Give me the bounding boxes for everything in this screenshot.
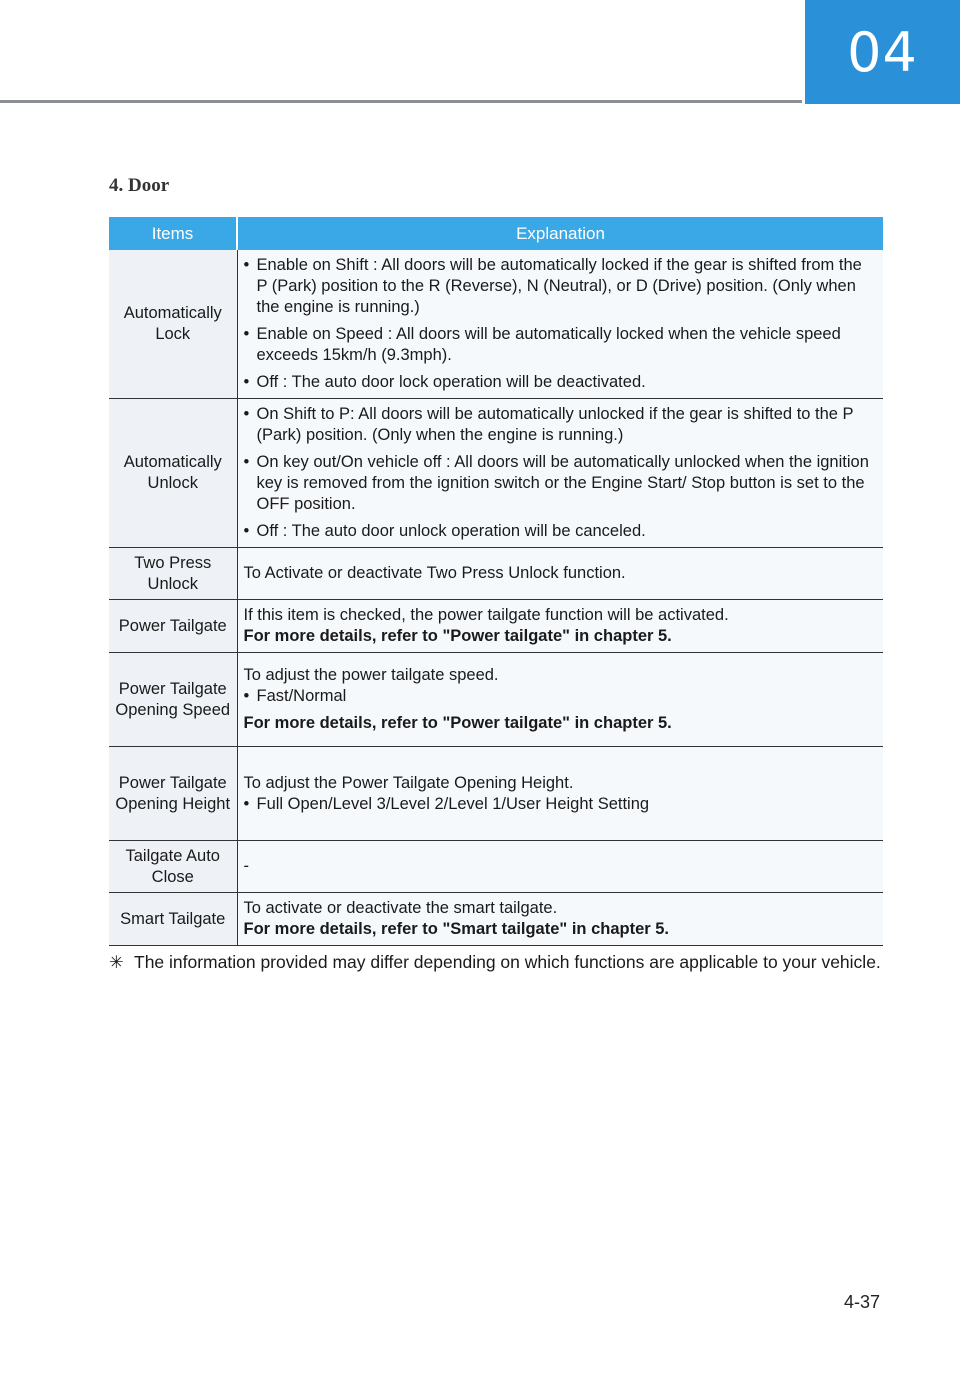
explanation-cell (237, 250, 883, 399)
explanation-cell (237, 600, 883, 653)
bullet-list (244, 404, 878, 542)
door-settings-table (109, 217, 883, 946)
chapter-number: 04 (847, 20, 918, 84)
explanation-text: To Activate or deactivate Two Press Unlock function. (243, 564, 626, 582)
item-cell: Tailgate Auto Close (109, 841, 237, 893)
item-cell: Power Tailgate Opening Height (109, 747, 237, 841)
table-row (109, 548, 883, 600)
explanation-text: To adjust the Power Tailgate Opening Height. (243, 773, 574, 792)
chapter-tab (805, 0, 960, 104)
list-item: • On Shift to P: All doors will be automatically unlocked if the gear is shifted to the P (Park) position. (Only when the engine is running.) (244, 404, 878, 446)
list-item: • On key out/On vehicle off : All doors will be automatically unlocked when the ignition key is removed from the ignition switch or the Engine Start/ Stop button is set to the OFF position. (244, 452, 878, 515)
list-item: • Off : The auto door lock operation will be deactivated. (244, 372, 878, 393)
header-rule (0, 100, 802, 103)
page-number: 4-37 (843, 1292, 880, 1312)
explanation-text: To activate or deactivate the smart tailgate. (243, 899, 558, 917)
explanation-cell (237, 399, 883, 548)
bullet-list (244, 686, 878, 707)
explanation-text: To adjust the power tailgate speed. (243, 666, 499, 684)
list-item: • Fast/Normal (244, 686, 878, 707)
explanation-cell (237, 893, 883, 946)
list-item: • Off : The auto door unlock operation will be canceled. (244, 521, 878, 542)
asterisk-icon: ✳ (109, 952, 124, 972)
bullet-list (244, 794, 878, 815)
list-item: • Enable on Speed : All doors will be automatically locked when the vehicle speed exceeds 15km/h (9.3mph). (244, 324, 878, 366)
item-cell: Automatically Lock (109, 250, 237, 399)
table-row (109, 841, 883, 893)
bullet-list (244, 255, 878, 393)
table-header-row (109, 217, 883, 250)
table-row (109, 600, 883, 653)
chapter-reference: For more details, refer to "Smart tailgate" in chapter 5. (243, 920, 670, 938)
item-cell: Smart Tailgate (109, 893, 237, 946)
explanation-cell (237, 548, 883, 600)
explanation-cell (237, 747, 883, 841)
item-cell: Automatically Unlock (109, 399, 237, 548)
footnote (109, 952, 883, 973)
item-cell: Two Press Unlock (109, 548, 237, 600)
list-item: • Enable on Shift : All doors will be automatically locked if the gear is shifted from the P (Park) position to the R (Reverse), N (Neutral), or D (Drive) position. (Only when the engine is running.) (244, 255, 878, 318)
column-header-explanation: Explanation (237, 217, 883, 250)
table-row (109, 747, 883, 841)
table-row (109, 653, 883, 747)
explanation-cell (237, 653, 883, 747)
list-item: • Full Open/Level 3/Level 2/Level 1/User Height Setting (244, 794, 878, 815)
section-title: 4. Door (109, 175, 170, 196)
column-header-items: Items (109, 217, 237, 250)
chapter-reference: For more details, refer to "Power tailgate" in chapter 5. (243, 714, 672, 732)
explanation-text: - (243, 857, 249, 875)
table-row (109, 893, 883, 946)
chapter-reference: For more details, refer to "Power tailgate" in chapter 5. (243, 627, 672, 645)
explanation-cell (237, 841, 883, 893)
explanation-text: If this item is checked, the power tailgate function will be activated. (243, 606, 729, 624)
table-row (109, 399, 883, 548)
footnote-text: The information provided may differ depending on which functions are applicable to your vehicle. (134, 952, 881, 972)
item-cell: Power Tailgate Opening Speed (109, 653, 237, 747)
item-cell: Power Tailgate (109, 600, 237, 653)
table-row (109, 250, 883, 399)
